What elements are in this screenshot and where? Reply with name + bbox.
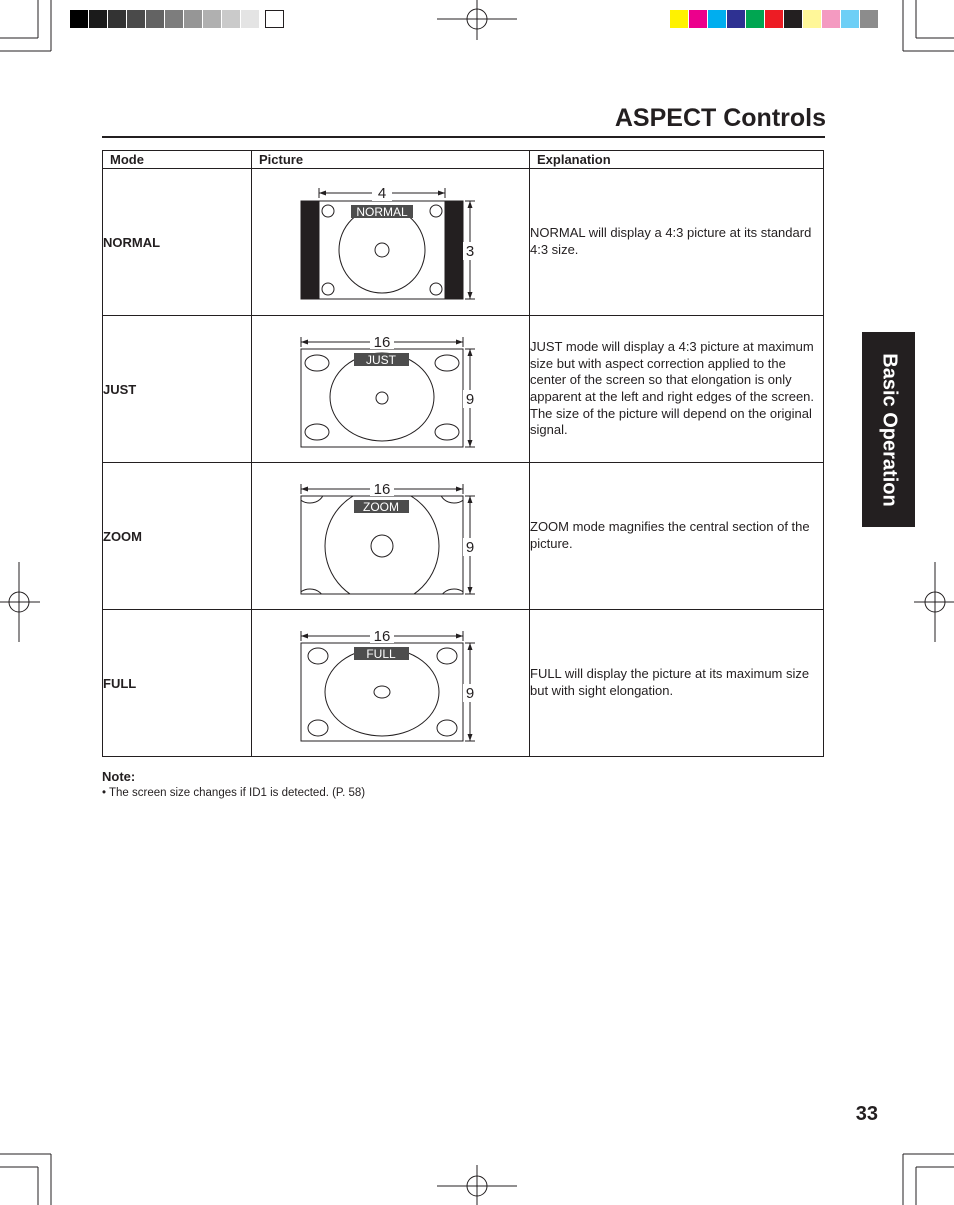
- note-item: • The screen size changes if ID1 is detected. (P. 58): [102, 787, 366, 799]
- table-row: [103, 610, 824, 757]
- width-ratio-label: 16: [373, 481, 391, 498]
- height-ratio-label: 3: [465, 243, 475, 260]
- mode-explanation: NORMAL will display a 4:3 picture at its standard 4:3 size.: [530, 169, 824, 316]
- aspect-modes-table: [102, 150, 824, 757]
- section-tab-label: Basic Operation: [878, 352, 900, 507]
- column-header-mode: Mode: [103, 151, 252, 169]
- mode-explanation: FULL will display the picture at its maximum size but with sight elongation.: [530, 610, 824, 757]
- title-rule: [102, 136, 825, 138]
- note-title: Note:: [102, 769, 136, 784]
- normal-picture-diagram: [252, 169, 530, 316]
- normal-screen-illustration: [252, 169, 530, 315]
- table-row: [103, 463, 824, 610]
- full-picture-diagram: [252, 610, 530, 757]
- mode-label: JUST: [366, 353, 396, 367]
- height-ratio-label: 9: [465, 685, 475, 702]
- page-number: 33: [855, 1103, 878, 1125]
- width-ratio-label: 16: [373, 628, 391, 645]
- width-ratio-label: 16: [373, 334, 391, 351]
- mode-name: ZOOM: [103, 463, 252, 610]
- mode-name: NORMAL: [103, 169, 252, 316]
- mode-label: ZOOM: [363, 500, 399, 514]
- full-screen-illustration: [252, 610, 530, 756]
- mode-explanation: ZOOM mode magnifies the central section of the picture.: [530, 463, 824, 610]
- height-ratio-label: 9: [465, 539, 475, 556]
- mode-name: JUST: [103, 316, 252, 463]
- zoom-picture-diagram: [252, 463, 530, 610]
- mode-explanation: JUST mode will display a 4:3 picture at maximum size but with aspect correction applied to the center of the screen so that elongation is only apparent at the left and right edges of the screen. The size of the picture will depend on the original signal.: [530, 316, 824, 463]
- section-tab: [862, 332, 915, 527]
- page-title: ASPECT Controls: [614, 104, 826, 132]
- table-header-row: [103, 151, 824, 169]
- height-ratio-label: 9: [465, 391, 475, 408]
- column-header-picture: Picture: [252, 151, 530, 169]
- table-row: [103, 169, 824, 316]
- table-row: [103, 316, 824, 463]
- zoom-screen-illustration: [252, 463, 530, 609]
- just-screen-illustration: [252, 316, 530, 462]
- just-picture-diagram: [252, 316, 530, 463]
- mode-name: FULL: [103, 610, 252, 757]
- column-header-explanation: Explanation: [530, 151, 824, 169]
- mode-label: NORMAL: [356, 205, 408, 219]
- mode-label: FULL: [366, 647, 396, 661]
- width-ratio-label: 4: [377, 185, 387, 202]
